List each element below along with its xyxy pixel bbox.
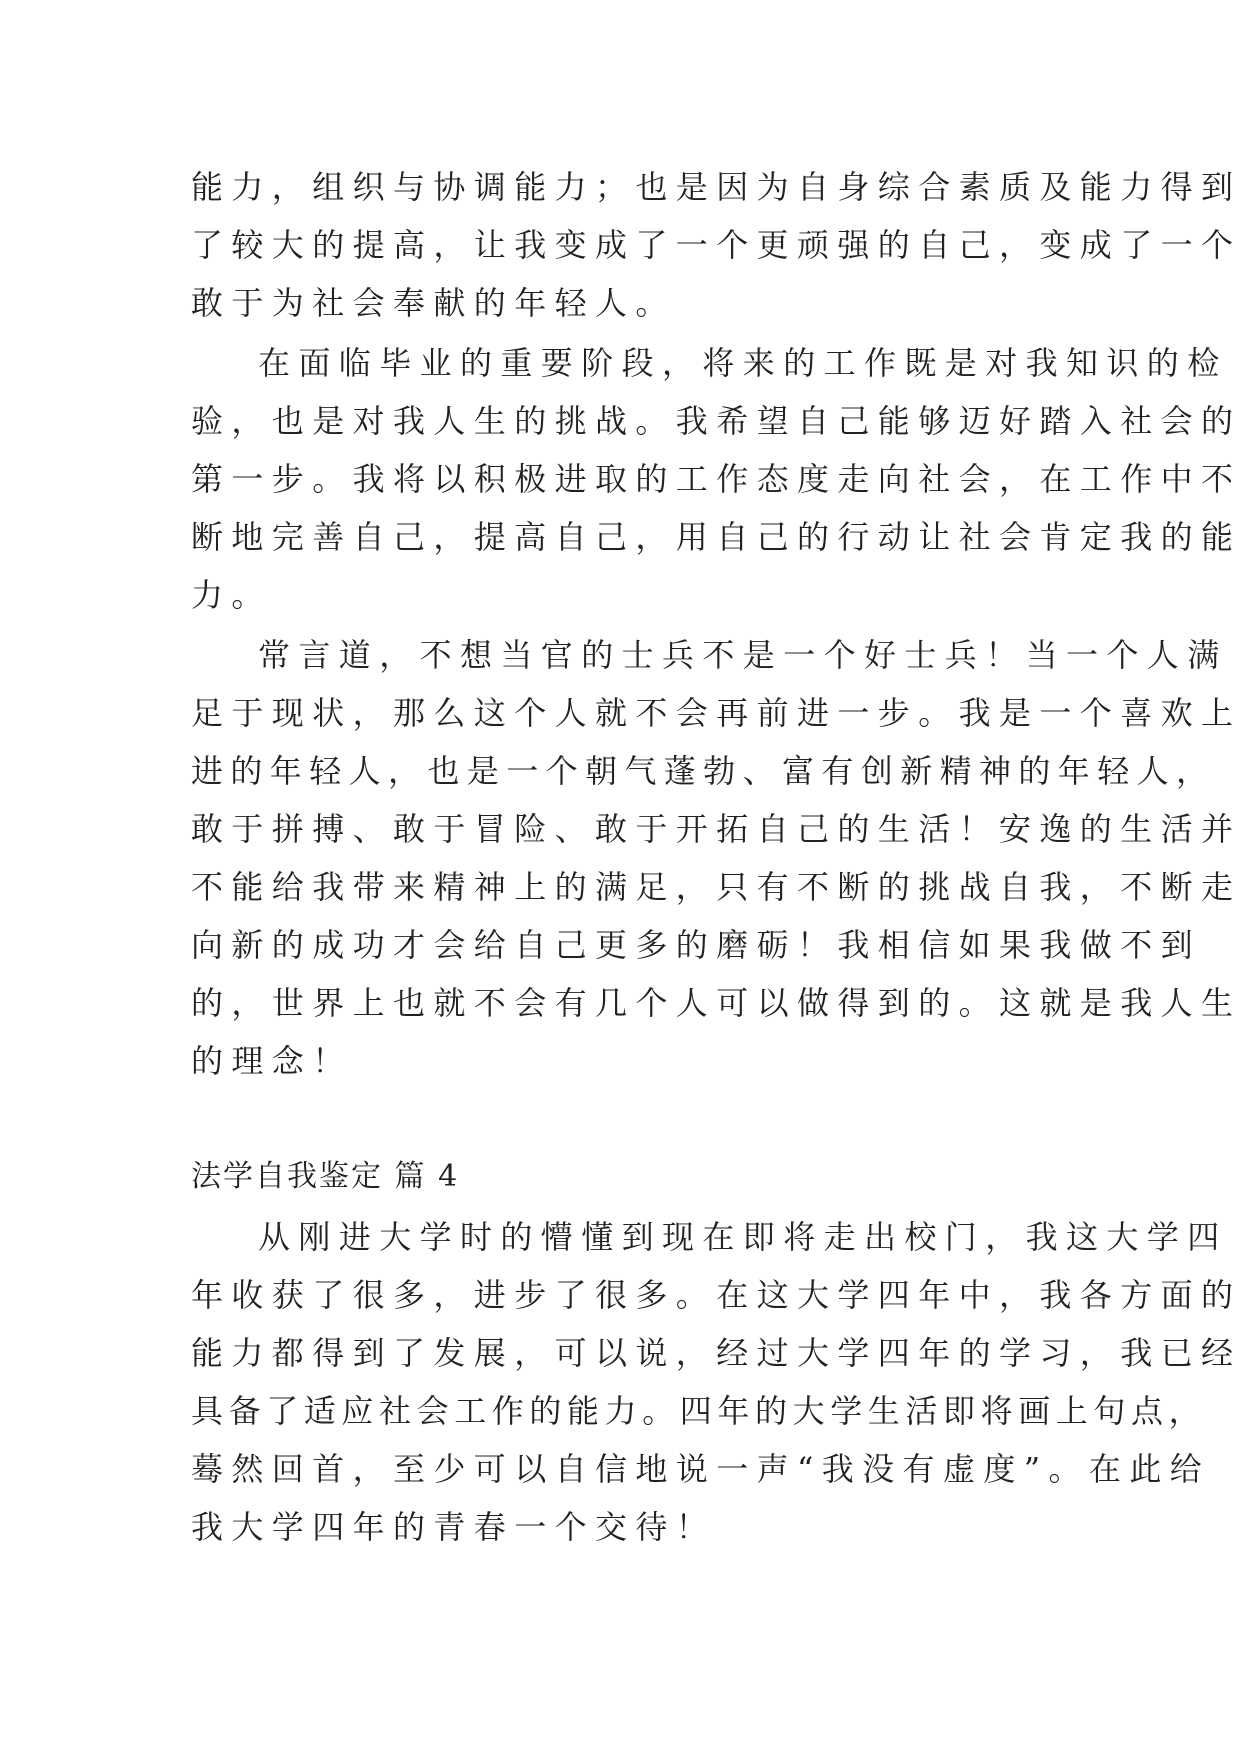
- text-line: 进的年轻人，也是一个朝气蓬勃、富有创新精神的年轻人，: [191, 752, 1216, 790]
- text-line: 年收获了很多，进步了很多。在这大学四年中，我各方面的: [191, 1276, 1241, 1314]
- text-line: 能力，组织与协调能力；也是因为自身综合素质及能力得到: [191, 168, 1241, 206]
- text-line: 的理念！: [191, 1042, 353, 1080]
- text-line: 能力都得到了发展，可以说，经过大学四年的学习，我已经: [191, 1334, 1241, 1372]
- text-line: 敢于为社会奉献的年轻人。: [191, 284, 676, 322]
- text-line: 力。: [191, 576, 272, 614]
- text-line: 验，也是对我人生的挑战。我希望自己能够迈好踏入社会的: [191, 402, 1241, 440]
- text-line: 蓦然回首，至少可以自信地说一声“我没有虚度”。在此给: [191, 1450, 1211, 1488]
- text-line: 具备了适应社会工作的能力。四年的大学生活即将画上句点，: [191, 1392, 1207, 1430]
- text-line: 敢于拼搏、敢于冒险、敢于开拓自己的生活！安逸的生活并: [191, 810, 1241, 848]
- text-line: 不能给我带来精神上的满足，只有不断的挑战自我，不断走: [191, 868, 1241, 906]
- text-line: 向新的成功才会给自己更多的磨砺！我相信如果我做不到: [191, 926, 1202, 964]
- text-line: 足于现状，那么这个人就不会再前进一步。我是一个喜欢上: [191, 694, 1241, 732]
- text-line: 第一步。我将以积极进取的工作态度走向社会，在工作中不: [191, 460, 1241, 498]
- text-line: 在面临毕业的重要阶段，将来的工作既是对我知识的检: [258, 344, 1228, 382]
- section-heading: 法学自我鉴定 篇 4: [191, 1159, 460, 1194]
- text-line: 的，世界上也就不会有几个人可以做得到的。这就是我人生: [191, 984, 1241, 1022]
- text-line: 我大学四年的青春一个交待！: [191, 1508, 717, 1546]
- text-line: 了较大的提高，让我变成了一个更顽强的自己，变成了一个: [191, 226, 1241, 264]
- text-line: 从刚进大学时的懵懂到现在即将走出校门，我这大学四: [258, 1218, 1228, 1256]
- text-line: 断地完善自己，提高自己，用自己的行动让社会肯定我的能: [191, 518, 1241, 556]
- text-line: 常言道，不想当官的士兵不是一个好士兵！当一个人满: [258, 636, 1228, 674]
